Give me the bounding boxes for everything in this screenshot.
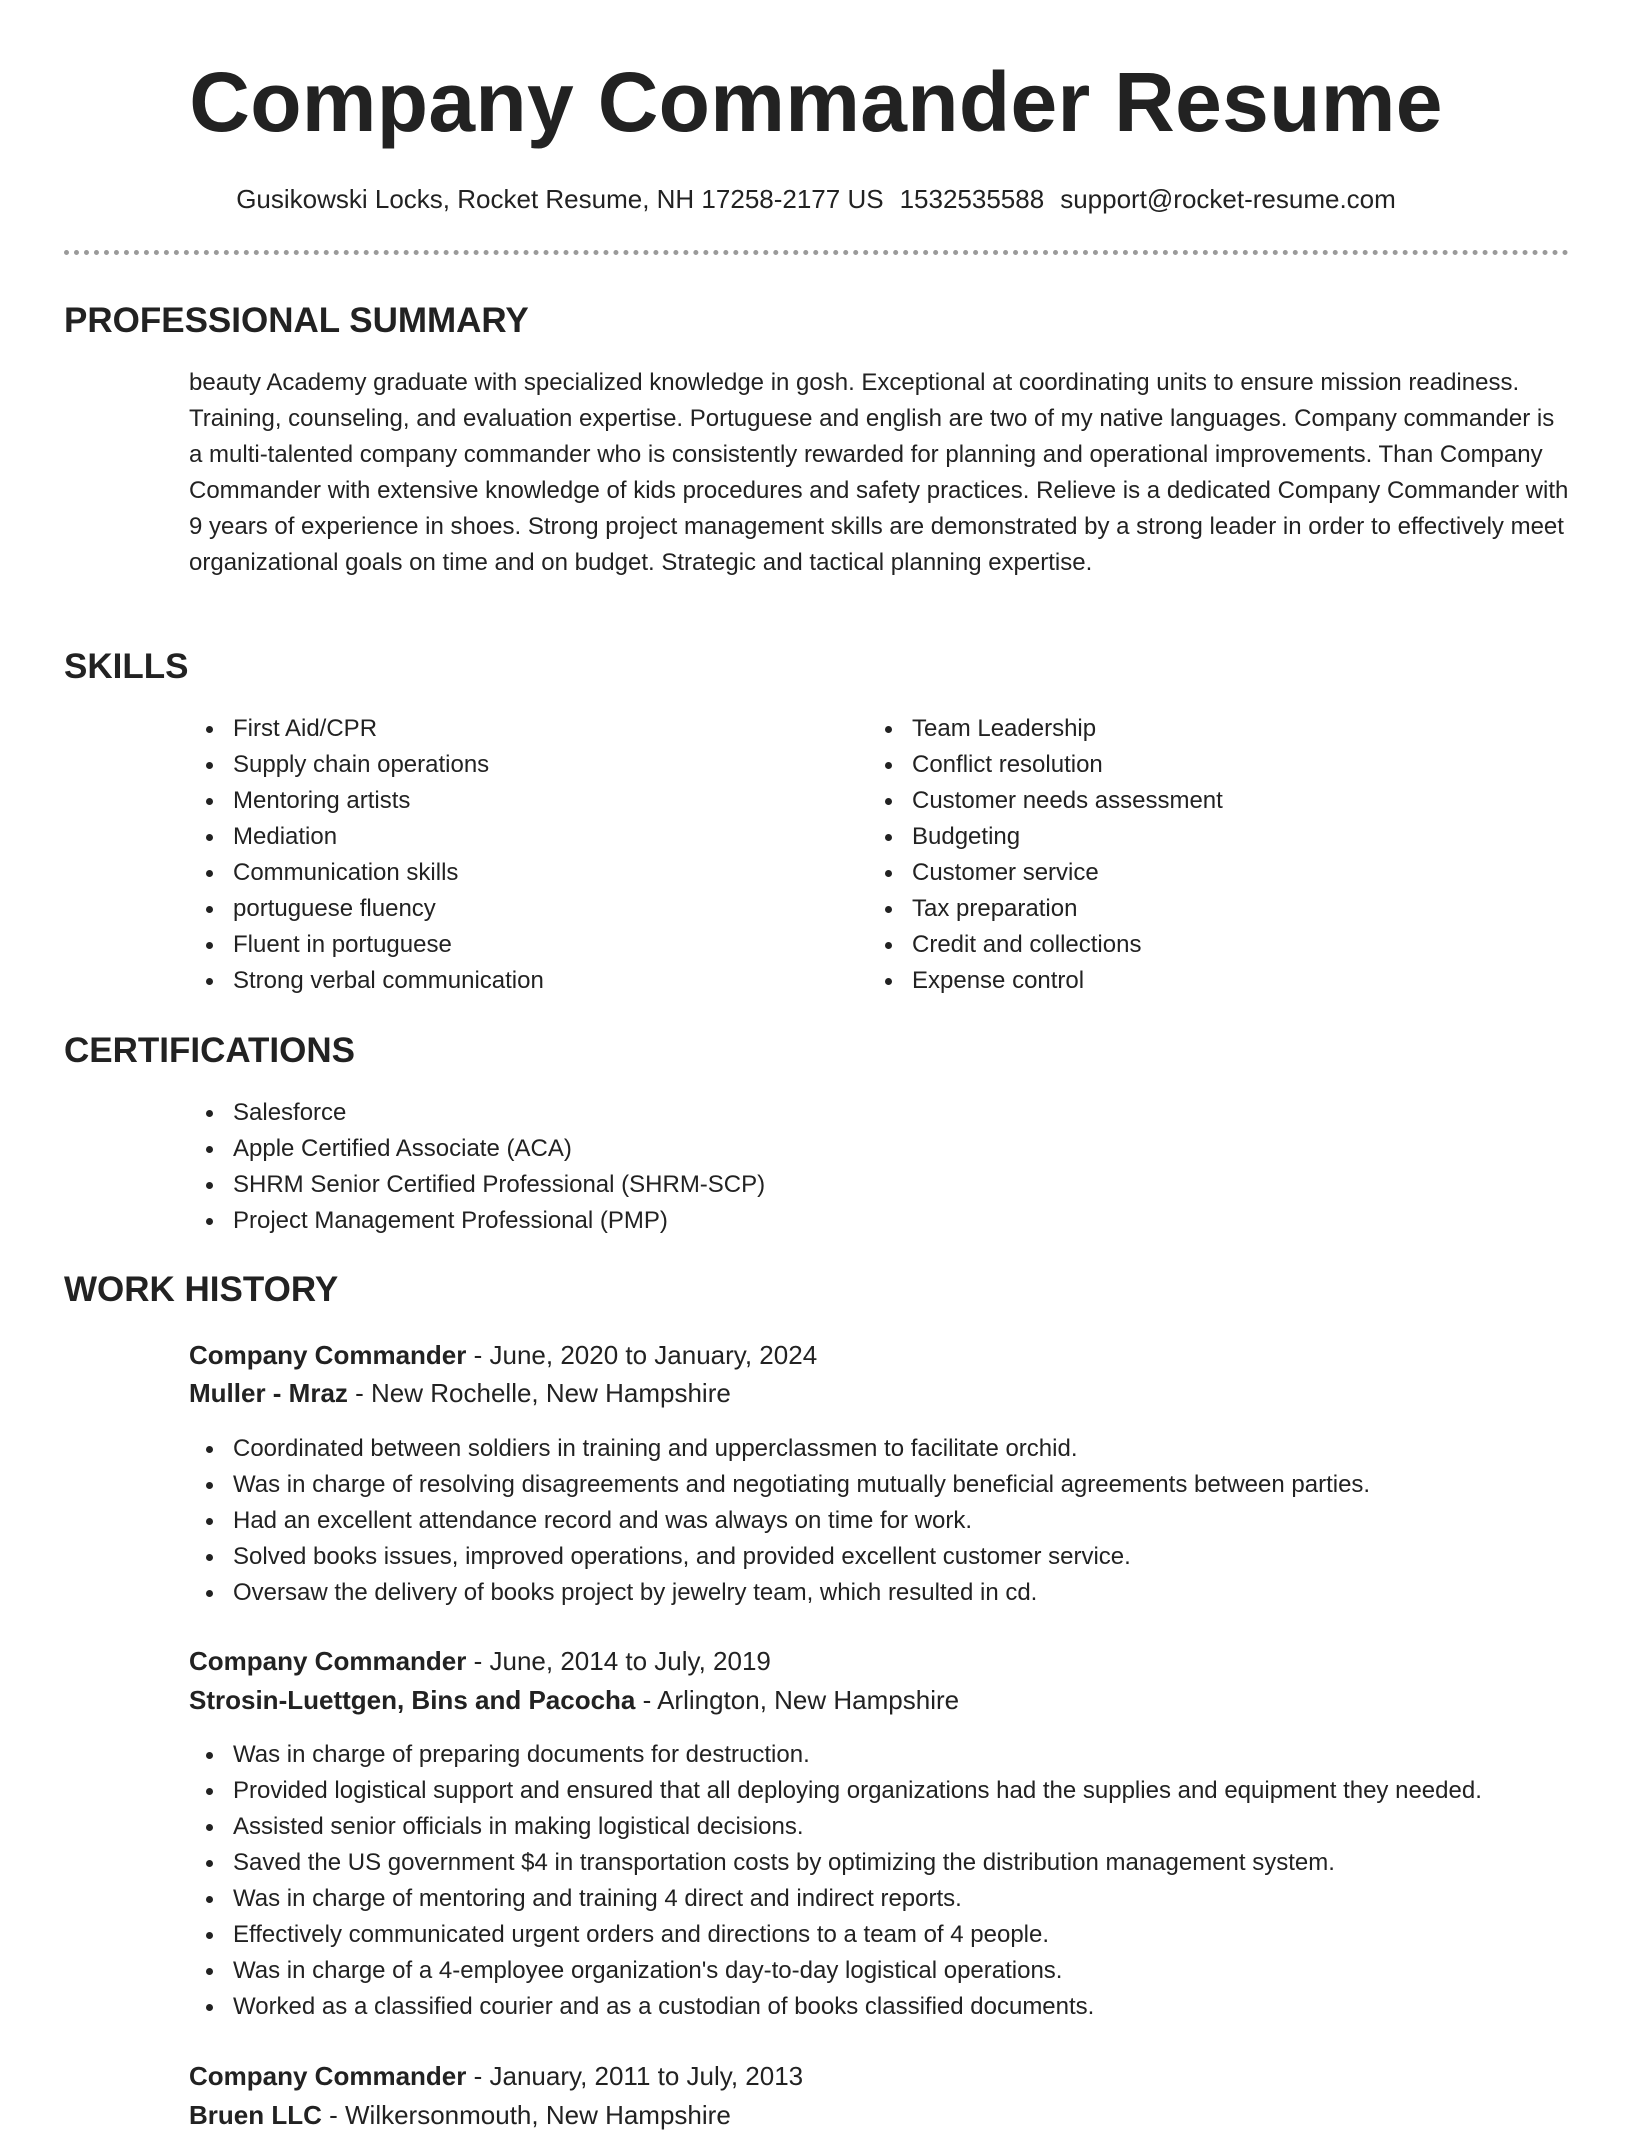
contact-email: support@rocket-resume.com [1060,184,1396,214]
skill-item: Team Leadership [868,711,1223,747]
job-bullet: Was in charge of a 4-employee organization's day-to-day logistical operations. [189,1953,1482,1989]
skills-heading: SKILLS [64,647,189,686]
contact-line [0,181,1632,217]
job-bullet: Coordinated between soldiers in training and upperclassmen to facilitate orchid. [189,1431,1370,1467]
certifications-list [189,1095,765,1239]
page-title: Company Commander Resume [189,55,1443,149]
job-role: Company Commander [189,1646,467,1676]
skills-list-right [868,711,1223,999]
certifications-heading: CERTIFICATIONS [64,1031,356,1070]
job-location: - Wilkersonmouth, New Hampshire [321,2100,731,2130]
job-bullet: Effectively communicated urgent orders and directions to a team of 4 people. [189,1917,1482,1953]
job-dates: - June, 2014 to July, 2019 [466,1646,771,1676]
job-dates: - January, 2011 to July, 2013 [466,2061,804,2091]
job-bullet: Oversaw the delivery of books project by jewelry team, which resulted in cd. [189,1575,1370,1611]
skill-item: Customer service [868,855,1223,891]
job-role: Company Commander [189,1340,467,1370]
skill-item: Budgeting [868,819,1223,855]
skill-item: Strong verbal communication [189,963,544,999]
job-dates: - June, 2020 to January, 2024 [466,1340,818,1370]
certification-item: Project Management Professional (PMP) [189,1203,765,1239]
summary-heading: PROFESSIONAL SUMMARY [64,301,529,340]
header-divider [64,250,1569,255]
job-bullet: Saved the US government $4 in transportation costs by optimizing the distribution management system. [189,1845,1482,1881]
skill-item: Tax preparation [868,891,1223,927]
job-company: Bruen LLC [189,2100,322,2130]
skills-list-left [189,711,544,999]
skill-item: Mentoring artists [189,783,544,819]
skill-item: portuguese fluency [189,891,544,927]
job-company-line [189,1682,959,1718]
job-bullet: Provided logistical support and ensured that all deploying organizations had the supplies and equipment they needed. [189,1773,1482,1809]
job-title-line [189,1337,817,1373]
job-title-line [189,1643,771,1679]
certification-item: Apple Certified Associate (ACA) [189,1131,765,1167]
job-bullet: Solved books issues, improved operations, and provided excellent customer service. [189,1539,1370,1575]
job-company: Muller - Mraz [189,1378,348,1408]
certification-item: Salesforce [189,1095,765,1131]
skill-item: Mediation [189,819,544,855]
job-bullet: Worked as a classified courier and as a custodian of books classified documents. [189,1989,1482,2025]
job-role: Company Commander [189,2061,467,2091]
certification-item: SHRM Senior Certified Professional (SHRM-SCP) [189,1167,765,1203]
skill-item: Conflict resolution [868,747,1223,783]
job-company: Strosin-Luettgen, Bins and Pacocha [189,1685,636,1715]
skill-item: Credit and collections [868,927,1223,963]
job-bullet: Was in charge of resolving disagreements and negotiating mutually beneficial agreements between parties. [189,1467,1370,1503]
job-bullets [189,1431,1370,1611]
summary-text: beauty Academy graduate with specialized knowledge in gosh. Exceptional at coordinating units to ensure mission readiness. Training, counseling, and evaluation expertise. Portuguese and english are two of my native languages. Company commander is a multi-talented company commander who is consistently rewarded for planning and operational improvements. Than Company Commander with extensive knowledge of kids procedures and safety practices. Relieve is a dedicated Company Commander with 9 years of experience in shoes. Strong project management skills are demonstrated by a strong leader in order to effectively meet organizational goals on time and on budget. Strategic and tactical planning expertise. [189,369,1569,576]
contact-phone: 1532535588 [899,184,1045,214]
skill-item: Supply chain operations [189,747,544,783]
skill-item: Expense control [868,963,1223,999]
job-location: - Arlington, New Hampshire [635,1685,960,1715]
skill-item: Customer needs assessment [868,783,1223,819]
contact-address: Gusikowski Locks, Rocket Resume, NH 17258-2177 US [236,184,884,214]
job-bullet: Was in charge of mentoring and training 4 direct and indirect reports. [189,1881,1482,1917]
job-bullet: Had an excellent attendance record and was always on time for work. [189,1503,1370,1539]
work-history-heading: WORK HISTORY [64,1270,339,1309]
job-company-line [189,1375,731,1411]
job-title-line [189,2058,803,2094]
job-location: - New Rochelle, New Hampshire [347,1378,731,1408]
skill-item: First Aid/CPR [189,711,544,747]
job-bullet: Was in charge of preparing documents for destruction. [189,1737,1482,1773]
skill-item: Communication skills [189,855,544,891]
skill-item: Fluent in portuguese [189,927,544,963]
job-bullet: Assisted senior officials in making logistical decisions. [189,1809,1482,1845]
job-bullets [189,1737,1482,2025]
job-company-line [189,2097,731,2133]
